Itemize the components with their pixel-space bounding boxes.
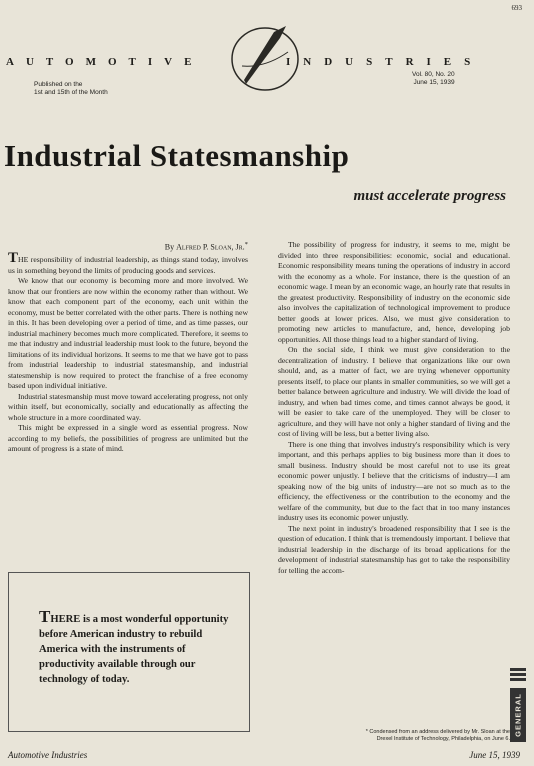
paragraph — [8, 250, 248, 276]
masthead — [0, 22, 534, 96]
paragraph: The next point in industry's broadened responsibility that I see is the question of education. I think that is tremendously important. I believe that industrial leadership in the discharge of its broad applications for the development of industrial statesmanship has got to take the responsibility for telling the accom- — [278, 523, 510, 575]
article-subtitle: must accelerate progress — [353, 188, 506, 204]
section-tab — [510, 688, 526, 742]
pull-quote — [8, 572, 250, 732]
author-name: Alfred P. Sloan, Jr. — [176, 242, 245, 252]
pull-quote-text: HERE is a most wonderful opportunity before American industry to rebuild America with the instruments of productivity available through our technology of today. — [39, 614, 229, 685]
footnote-line-1: * Condensed from an address delivered by Mr. Sloan at the — [365, 729, 510, 735]
left-column — [8, 240, 248, 455]
paragraph: On the social side, I think we must give consideration to the decentralization of industry. I believe that organizations like our own should, and, as a matter of fact, we are trying whenever opportunity presents itself, to place our plants in smaller communities, so we will get a better balance between agriculture and industry. We will divide the load of industry, and when bad times come, and times cannot always be good, it will be easier to take care of the unemployed. They will be closer to agriculture, and they will have not only a higher standard of living and the cost of living will be less, but a better living also. — [278, 345, 510, 438]
article-title: Industrial Statesmanship — [4, 138, 350, 173]
publication-schedule — [34, 81, 108, 97]
footer-publication: Automotive Industries — [8, 750, 88, 760]
volume-info — [412, 71, 455, 87]
masthead-title-right: INDUSTRIES — [286, 56, 484, 68]
footnote-line-2: Drexel Institute of Technology, Philadelphia, on June 6. — [376, 736, 510, 742]
section-tab-label: GENERAL — [513, 693, 523, 737]
section-stripes — [510, 668, 526, 683]
footnote-marker: * — [244, 241, 248, 248]
byline — [8, 240, 248, 253]
issue-date: June 15, 1939 — [413, 79, 455, 86]
paragraph: This might be expressed in a single word as essential progress. Now according to my beliefs, the possibilities of progress are unlimited but the amount of progress is a state of mind. — [8, 423, 248, 454]
footnote — [284, 729, 510, 743]
masthead-title-left: AUTOMOTIVE — [6, 56, 204, 68]
paragraph-text: HE responsibility of industrial leadership, as things stand today, involves us in something beyond the limits of producing goods and services. — [8, 255, 248, 275]
byline-prefix: By — [164, 242, 177, 252]
right-column — [278, 240, 510, 576]
pub-line-2: 1st and 15th of the Month — [34, 89, 108, 96]
page-number: 693 — [511, 4, 522, 12]
paragraph: We know that our economy is becoming more and more involved. We know that our frontiers are now within the economy rather than without. We know that each component part of the economy, each unit within the economy, must be better correlated with the other parts. There is nothing new in this. It has been developing over a period of time, and as time passes, our industrial machinery becomes much more complicated. Therefore, it seems to me that industry and industrial leadership must look to the future, beyond the limitations of its individual horizons. It seems to me that we have got to pass from industrial leadership to industrial statesmanship, and industrial statesmenship is now required to protect the franchise of a free economy based upon individual initiative. — [8, 276, 248, 391]
pub-line-1: Published on the — [34, 81, 83, 88]
paragraph: Industrial statesmanship must move toward accelerating progress, not only within itself, but economically, socially and educationally as affecting the whole structure in a more coordinated way. — [8, 391, 248, 422]
volume-number: Vol. 80, No. 20 — [412, 71, 455, 78]
drop-cap: T — [8, 250, 19, 267]
paragraph: There is one thing that involves industry's responsibility which is very important, and this perhaps applies to big business more than it does to small business. Industry should be most careful not to use its great economic power unjustly. I believe that the criticisms of industry—I am speaking now of the big units of industry—are not so much as to the efficiency, the effectiveness or the contribution to the economy and the welfare of the community, but due to the fact that in too many instances industry uses its economic power unjustly. — [278, 439, 510, 522]
footer-date: June 15, 1939 — [469, 750, 520, 760]
pull-quote-cap: T — [39, 607, 51, 626]
paragraph: The possibility of progress for industry, it seems to me, might be divided into three responsibilities: economic, social and educational. Economic responsibility means tuning the operations of industry in accord with the economy as a whole. For instance, there is the question of an economic wage. I mean by an economic wage, an hourly rate that results in the greatest productivity. Responsibility of industry on the economic side also involves the capitalization of technological improvement to produce better goods at lower prices. Also, we must give consideration to promoting new articles to manufacture, and, hence, developing job opportunities. All those things lead to a higher standard of living. — [278, 240, 510, 344]
